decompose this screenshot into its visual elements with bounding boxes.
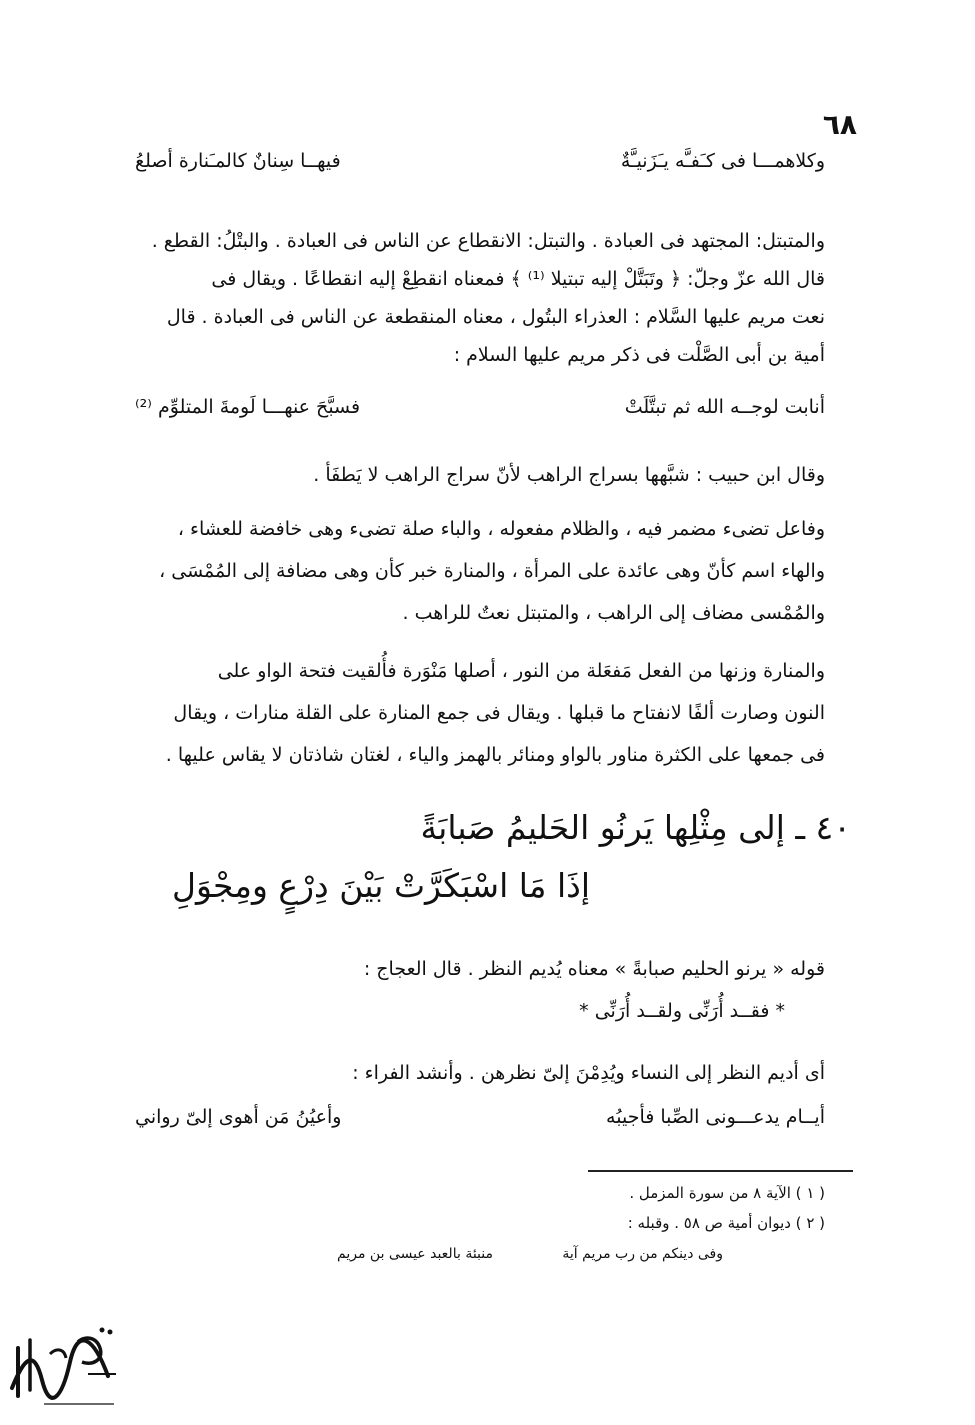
para4-line-3: فى جمعها على الكثرة مناور بالواو ومنائر بالهمز والياء ، لغتان شاذتان لا يقاس عليها .: [165, 744, 825, 766]
footnote-1: ( ١ ) الآية ٨ من سورة المزمل .: [629, 1184, 825, 1202]
verse-top-first-hemistich: وكلاهمـــا فى كـَفـَّه يـَزَنيـَّةٌ: [620, 150, 825, 172]
verse-umayya-second-hemistich: فسبَّحَ عنهـــا لَومةَ المتلوِّم ⁽²⁾: [135, 396, 361, 418]
para4-line-2: النون وصارت ألفًا لانفتاح ما قبلها . ويقال فى جمع المنارة على القلة منارات ، ويقال: [173, 702, 825, 724]
verse-farra-first-hemistich: أيــام يدعـــونى الصِّبا فأجيبُه: [606, 1106, 825, 1128]
para3-line-1: وفاعل تضىء مضمر فيه ، والظلام مفعوله ، والباء صلة تضىء وهى خافضة للعشاء ،: [177, 518, 825, 540]
verse-40-line-2: إذَا مَا اسْبَكَرَّتْ بَيْنَ دِرْعٍ ومِجْوَلِ: [171, 866, 590, 905]
verse-umayya: [135, 396, 825, 418]
footnote-verse-first-hemistich: وفى دينكم من رب مريم آية: [562, 1246, 723, 1262]
verse-top-second-hemistich: فيهــا سِنانٌ كالمـَنارة أصلعُ: [135, 150, 341, 172]
footnote-2: ( ٢ ) ديوان أمية ص ٥٨ . وقبله :: [627, 1214, 825, 1232]
para1-line-4: أمية بن أبى الصَّلْت فى ذكر مريم عليها السلام :: [453, 344, 825, 366]
page-number: ٦٨: [822, 108, 857, 141]
verse-farra-second-hemistich: وأعيُنُ مَن أهوى إلىّ رواني: [135, 1106, 342, 1128]
footnote-verse-second-hemistich: منبئة بالعبد عيسى بن مريم: [337, 1246, 493, 1262]
verse-farra: [135, 1106, 825, 1128]
para5-line: قوله « يرنو الحليم صبابةً » معناه يُديم النظر . قال العجاج :: [363, 958, 825, 980]
rajaz-line: * فقــد أُرَنِّى ولقــد أُرَنِّى *: [579, 1000, 785, 1022]
para1-line-2: قال الله عزّ وجلّ: ﴿ وتَبَتَّلْ إليه تبتيلا ⁽¹⁾ ﴾ فمعناه انقطِعْ إليه انقطاعًا . ويقال فى: [211, 268, 825, 290]
footnote-separator: [588, 1170, 853, 1172]
verse-top: [135, 150, 825, 172]
publisher-calligraphy-logo: [4, 1318, 124, 1414]
verse-40-line-1: ٤٠ ـ إلى مِثْلِها يَرنُو الحَليمُ صَبابَةً: [420, 808, 851, 847]
para1-line-1: والمتبتل: المجتهد فى العبادة . والتبتل: الانقطاع عن الناس فى العبادة . والبتْلُ: القطع .: [151, 230, 825, 252]
para3-line-3: والمُمْسى مضاف إلى الراهب ، والمتبتل نعتٌ للراهب .: [402, 602, 825, 624]
para2-line: وقال ابن حبيب : شبَّهها بسراج الراهب لأنّ سراج الراهب لا يَطفَأ .: [313, 464, 825, 486]
para3-line-2: والهاء اسم كأنّ وهى عائدة على المرأة ، والمنارة خبر كأن وهى مضافة إلى المُمْسَى ،: [159, 560, 825, 582]
para6-line: أى أديم النظر إلى النساء ويُدِمْنَ إلىّ نظرهن . وأنشد الفراء :: [352, 1062, 825, 1084]
para1-line-3: نعت مريم عليها السَّلام : العذراء البتُول ، معناه المنقطعة عن الناس فى العبادة . قال: [166, 306, 825, 328]
verse-umayya-first-hemistich: أنابت لوجــه الله ثم تبتَّلَتْ: [624, 396, 825, 418]
para4-line-1: والمنارة وزنها من الفعل مَفعَلة من النور ، أصلها مَنْوَرة فأُلقيت فتحة الواو على: [217, 660, 825, 682]
